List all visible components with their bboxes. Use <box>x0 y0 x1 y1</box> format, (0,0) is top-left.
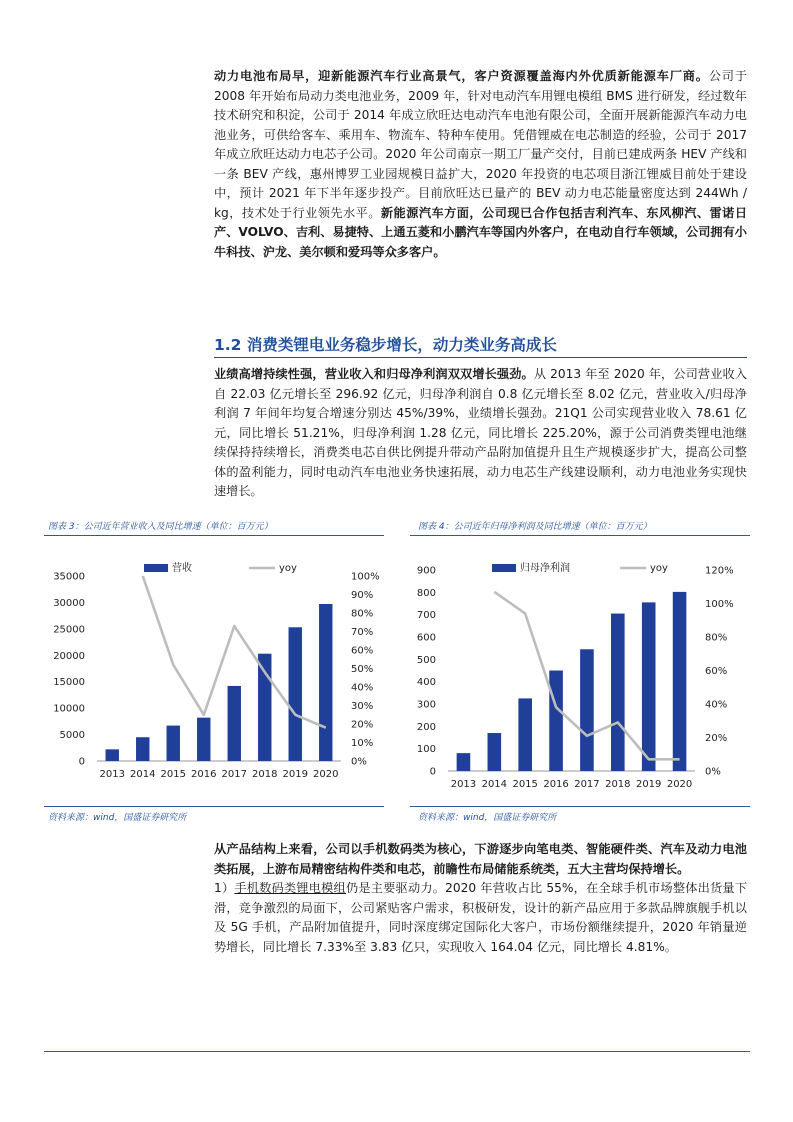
bar <box>457 753 471 771</box>
bar <box>289 627 302 761</box>
y-tick-label-left: 0 <box>78 756 85 768</box>
legend-line-label: yoy <box>650 563 668 574</box>
legend-bar-label: 归母净利润 <box>520 563 570 574</box>
y-tick-label-left: 200 <box>416 721 436 733</box>
revenue-chart <box>44 540 384 802</box>
y-tick-label-right: 10% <box>351 738 374 749</box>
paragraph-power-battery <box>214 67 747 262</box>
y-tick-label-right: 40% <box>351 682 374 694</box>
bar <box>518 698 532 771</box>
paragraph-bold-lead: 业绩高增持续性强，营业收入和归母净利润双双增长强劲。 <box>214 367 534 381</box>
x-tick-label: 2018 <box>605 779 631 790</box>
x-tick-label: 2018 <box>252 769 278 780</box>
net-profit-chart <box>410 540 750 802</box>
y-tick-label-left: 0 <box>429 766 436 778</box>
y-tick-label-right: 20% <box>705 733 728 744</box>
x-tick-label: 2016 <box>543 779 569 790</box>
figure-3-bottom-rule <box>44 806 384 807</box>
y-tick-label-left: 700 <box>416 610 436 622</box>
x-tick-label: 2014 <box>130 769 156 780</box>
y-tick-label-right: 100% <box>705 599 734 610</box>
bar <box>167 726 180 761</box>
list-item-body: 仍是主要驱动力。2020 年营收占比 55%，在全球手机市场整体出货量下滑，竞争激烈的局面下，公司紧贴客户需求，积极研发，设计的新产品应用于多款品牌旗舰手机以及 5G 手机，产品附加值提升，同时深度绑定国际化大客户，市场份额继续提升，2020 年销量逆势增长，同比增长 7.33%至 3.83 亿只，实现收入 164.04 亿元，同比增长 4.81%。 <box>214 881 748 954</box>
bar <box>106 749 119 761</box>
figure-3-top-rule <box>44 535 384 536</box>
y-tick-label-right: 100% <box>351 571 380 583</box>
y-tick-label-left: 10000 <box>53 703 85 715</box>
y-tick-label-left: 30000 <box>53 597 85 609</box>
bar <box>319 604 332 761</box>
y-tick-label-left: 35000 <box>53 571 85 583</box>
y-tick-label-left: 5000 <box>59 730 85 742</box>
paragraph-bold-lead: 动力电池布局早，迎新能源汽车行业高景气，客户资源覆盖海内外优质新能源车厂商。 <box>214 69 709 83</box>
x-tick-label: 2015 <box>160 769 186 780</box>
y-tick-label-right: 0% <box>351 756 367 768</box>
bar <box>549 671 563 772</box>
figure-4-caption: 图表 4：公司近年归母净利润及同比增速（单位：百万元） <box>418 522 652 532</box>
figure-4-top-rule <box>410 535 750 536</box>
y-tick-label-right: 30% <box>351 701 374 712</box>
legend-bar-swatch <box>144 564 168 572</box>
bar <box>197 718 210 761</box>
y-tick-label-left: 300 <box>416 699 436 711</box>
y-tick-label-right: 0% <box>705 766 721 778</box>
y-tick-label-left: 15000 <box>53 677 85 689</box>
y-tick-label-right: 20% <box>351 719 374 731</box>
y-tick-label-right: 40% <box>705 699 728 711</box>
y-tick-label-right: 70% <box>351 627 374 638</box>
list-item-prefix: 1） <box>214 881 235 895</box>
y-tick-label-right: 60% <box>705 666 728 677</box>
legend-bar-swatch <box>492 564 516 572</box>
x-tick-label: 2017 <box>574 779 600 790</box>
y-tick-label-left: 20000 <box>53 650 85 662</box>
bar <box>228 686 241 761</box>
y-tick-label-left: 900 <box>416 565 436 577</box>
bar <box>136 737 149 761</box>
paragraph-body: 公司于 2008 年开始布局动力类电池业务，2009 年，针对电动汽车用锂电模组 BMS 进行研发，经过数年技术研究和积淀，公司于 2014 年成立欣旺达电动汽车电池有限公司，全面开展新能源汽车动力电池业务，可供给客车、乘用车、物流车、特种车使用。凭借锂威在电芯制造的经验，公司于 2017 年成立欣旺达动力电芯子公司。2020 年公司南京一期工厂量产交付，目前已建成两条 HEV 产线和一条 BEV 产线，惠州博罗工业园规模日益扩大，2020 年投资的电芯项目浙江锂威目前处于建设中，预计 2021 年下半年逐步投产。目前欣旺达已量产的 BEV 动力电芯能量密度达到 244Wh / kg，技术处于行业领先水平。 <box>214 69 748 220</box>
paragraph-performance <box>214 365 747 502</box>
x-tick-label: 2015 <box>512 779 538 790</box>
y-tick-label-left: 100 <box>416 744 436 756</box>
x-tick-label: 2020 <box>666 779 693 790</box>
y-tick-label-left: 800 <box>416 587 436 599</box>
y-tick-label-right: 80% <box>705 632 728 644</box>
y-tick-label-left: 600 <box>416 632 436 644</box>
x-tick-label: 2013 <box>450 779 477 790</box>
bar <box>673 592 687 771</box>
paragraph-bold-tail: 新能源汽车方面，公司现已合作包括吉利汽车、东风柳汽、雷诺日产、VOLVO、吉利、易捷特、上通五菱和小鹏汽车等国内外客户，在电动自行车领域，公司拥有小牛科技、沪龙、美尔顿和爱玛等众多客户。 <box>214 205 748 259</box>
y-tick-label-left: 400 <box>416 677 436 689</box>
section-title: 1.2 消费类锂电业务稳步增长，动力类业务高成长 <box>214 336 557 354</box>
y-tick-label-right: 120% <box>705 565 734 577</box>
legend-line-label: yoy <box>279 563 297 574</box>
y-tick-label-left: 500 <box>416 654 436 666</box>
figure-3-source: 资料来源：wind，国盛证券研究所 <box>48 813 187 823</box>
bar <box>488 733 502 771</box>
y-tick-label-right: 80% <box>351 608 374 620</box>
paragraph-bold-lead: 从产品结构上来看，公司以手机数码类为核心，下游逐步向笔电类、智能硬件类、汽车及动力电池类拓展，上游布局精密结构件类和电芯，前瞻性布局储能系统类，五大主营均保持增长。 <box>214 842 747 876</box>
list-item-underlined: 手机数码类锂电模组 <box>234 881 346 895</box>
paragraph-body: 从 2013 年至 2020 年，公司营业收入自 22.03 亿元增长至 296.92 亿元，归母净利润自 0.8 亿元增长至 8.02 亿元，营业收入/归母净利润 7 年间年均复合增速分别达 45%/39%，业绩增长强劲。21Q1 公司实现营业收入 78.61 亿元，同比增长 51.21%，归母净利润 1.28 亿元，同比增长 225.20%，源于公司消费类锂电池继续保持持续增长，消费类电芯自供比例提升带动产品附加值提升且生产规模逐步扩大，提高公司整体的盈利能力，同时电动汽车电池业务快速拓展，动力电芯生产线建设顺利，动力电池业务实现快速增长。 <box>214 367 748 498</box>
y-tick-label-right: 60% <box>351 645 374 657</box>
bar <box>580 649 594 771</box>
bar <box>642 602 656 771</box>
x-tick-label: 2019 <box>282 769 308 780</box>
bar <box>611 614 625 771</box>
figure-3-caption: 图表 3：公司近年营业收入及同比增速（单位：百万元） <box>48 522 273 532</box>
x-tick-label: 2014 <box>481 779 508 790</box>
y-tick-label-left: 25000 <box>53 624 85 636</box>
figure-4-bottom-rule <box>410 806 750 807</box>
x-tick-label: 2020 <box>313 769 339 780</box>
y-tick-label-right: 90% <box>351 590 374 601</box>
x-tick-label: 2019 <box>635 779 662 790</box>
figure-4-source: 资料来源：wind，国盛证券研究所 <box>418 813 557 823</box>
y-tick-label-right: 50% <box>351 664 374 675</box>
section-divider <box>214 357 747 358</box>
x-tick-label: 2017 <box>221 769 247 780</box>
legend-bar-label: 营收 <box>172 563 192 574</box>
x-tick-label: 2013 <box>99 769 125 780</box>
x-tick-label: 2016 <box>191 769 217 780</box>
page-bottom-rule <box>44 1051 750 1052</box>
paragraph-product-structure <box>214 840 747 957</box>
